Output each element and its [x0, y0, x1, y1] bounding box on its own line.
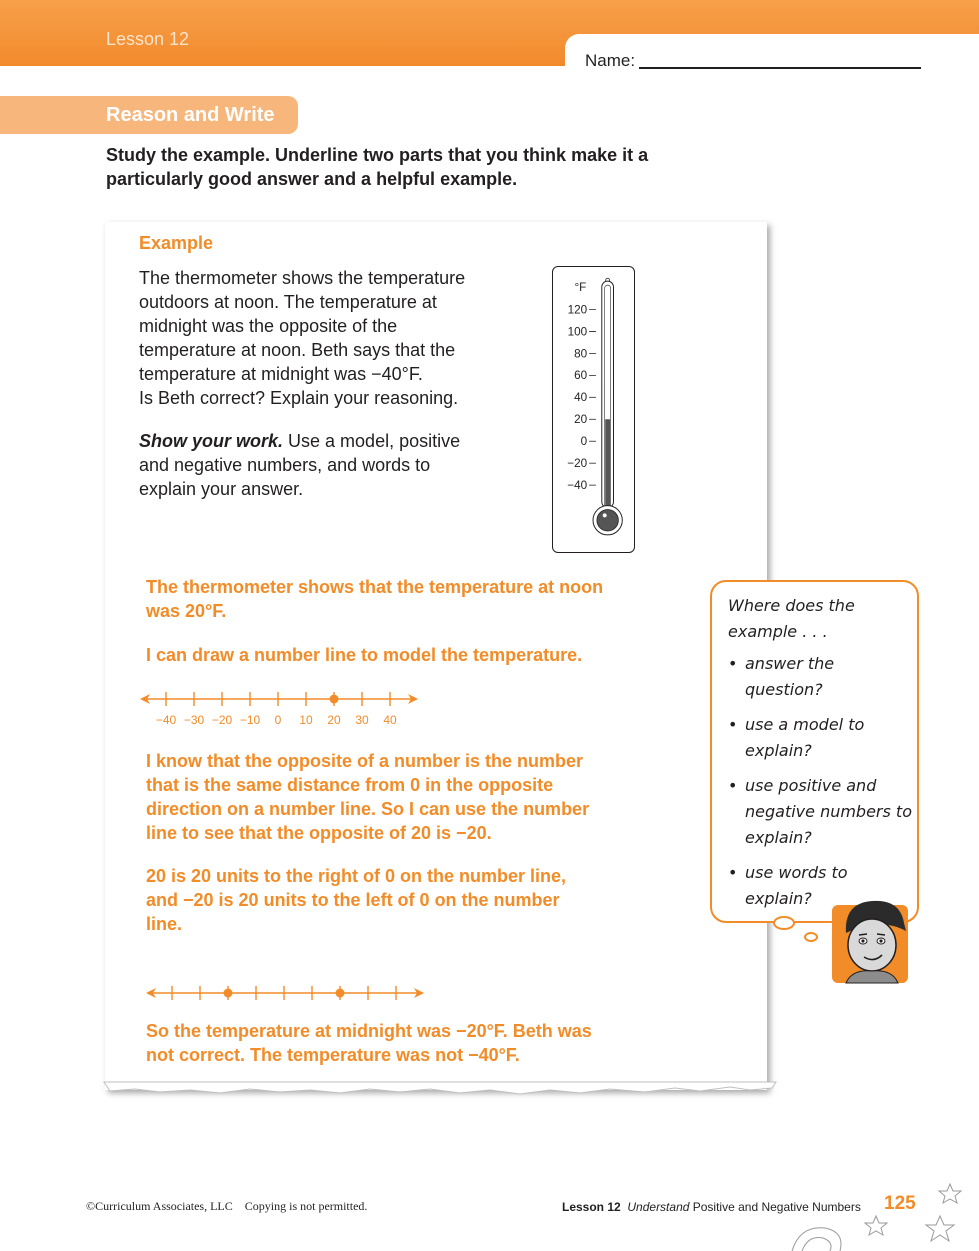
- tick-label: 40: [383, 713, 397, 727]
- thermo-label: −40: [567, 479, 588, 493]
- thermo-bulb: [597, 510, 618, 531]
- tick-label: 30: [355, 713, 369, 727]
- student-avatar-icon: [832, 893, 910, 985]
- bubble-item: • use positive and negative numbers to explain?: [728, 773, 913, 851]
- answer-p4: 20 is 20 units to the right of 0 on the number line, and −20 is 20 units to the left of 0 on the number line.: [146, 866, 567, 934]
- thermo-label: 120: [567, 303, 588, 317]
- footer-topic-italic: Understand: [627, 1200, 690, 1214]
- bubble-list: [728, 651, 913, 912]
- bubble-item: • use a model to explain?: [728, 712, 913, 764]
- example-prompt: [139, 266, 499, 410]
- number-line-1: [138, 688, 423, 730]
- section-title: Reason and Write: [106, 104, 275, 126]
- thermo-unit: °F: [574, 280, 587, 294]
- answer-p3: I know that the opposite of a number is the number that is the same distance from 0 in the opposite direction on a number line. So I can use the number line to see that the opposite of 20 is −20.: [146, 751, 590, 843]
- answer-p5: So the temperature at midnight was −20°F. Beth was not correct. The temperature was not −40°F.: [146, 1021, 592, 1065]
- prompt-line: Is Beth correct? Explain your reasoning.: [139, 388, 459, 408]
- prompt-line: outdoors at noon. The temperature at: [139, 292, 437, 312]
- lesson-label: Lesson 12: [106, 29, 190, 49]
- torn-edge: [100, 1078, 780, 1104]
- prompt-line: The thermometer shows the temperature: [139, 268, 466, 288]
- answer-p2: I can draw a number line to model the temperature.: [146, 645, 583, 665]
- thermo-label: 0: [580, 435, 588, 449]
- footer-topic-rest: Positive and Negative Numbers: [689, 1200, 861, 1214]
- bubble-intro: Where does the example . . .: [728, 596, 855, 641]
- name-label: Name:: [585, 51, 636, 70]
- tick-label: −20: [211, 713, 233, 727]
- tick-label: −40: [155, 713, 177, 727]
- copyright-text: ©Curriculum Associates, LLC: [86, 1199, 233, 1213]
- thermo-scale: [567, 303, 596, 492]
- copy-notice: Copying is not permitted.: [244, 1199, 368, 1213]
- point: [330, 695, 339, 704]
- show-work-rest: Use a model, positive and negative numbers, and words to explain your answer.: [139, 431, 461, 499]
- number-line-2: [144, 982, 429, 1004]
- show-work-text: [139, 429, 489, 501]
- prompt-line: temperature at noon. Beth says that the: [139, 340, 456, 360]
- thermo-label: 80: [574, 347, 588, 361]
- prompt-line: midnight was the opposite of the: [139, 316, 398, 336]
- footer-copyright: [86, 1199, 367, 1214]
- thermo-label: 100: [567, 325, 588, 339]
- tick-label: 20: [327, 713, 341, 727]
- tick-label: 0: [274, 713, 282, 727]
- thermo-label: −20: [567, 457, 588, 471]
- prompt-line: temperature at midnight was −40°F.: [139, 364, 423, 384]
- example-title: Example: [139, 233, 214, 253]
- footer-lesson-label: Lesson 12: [562, 1200, 621, 1214]
- bubble-dot: [804, 932, 818, 942]
- bubble-text: [728, 593, 913, 921]
- instructions: Study the example. Underline two parts that you think make it a particularly good answer and a helpful example.: [106, 145, 649, 189]
- page-number: 125: [884, 1193, 916, 1214]
- answer-p1: The thermometer shows that the temperature at noon was 20°F.: [146, 577, 604, 621]
- stars-decoration-icon: [790, 1180, 979, 1251]
- bubble-dot: [773, 916, 795, 930]
- thermo-label: 40: [574, 391, 588, 405]
- show-work-label: Show your work.: [139, 431, 284, 451]
- tick-label: −10: [239, 713, 261, 727]
- point: [336, 989, 345, 998]
- tick-label: 10: [299, 713, 313, 727]
- bubble-item: • use words to explain?: [728, 860, 913, 912]
- thermo-label: 60: [574, 369, 588, 383]
- point: [224, 989, 233, 998]
- thermometer: [552, 266, 635, 553]
- thermo-label: 20: [574, 413, 588, 427]
- name-write-line[interactable]: [639, 67, 921, 69]
- section-tab: [0, 96, 298, 134]
- bubble-item: • answer the question?: [728, 651, 913, 703]
- tick-label: −30: [183, 713, 205, 727]
- thermo-mercury: [605, 419, 610, 509]
